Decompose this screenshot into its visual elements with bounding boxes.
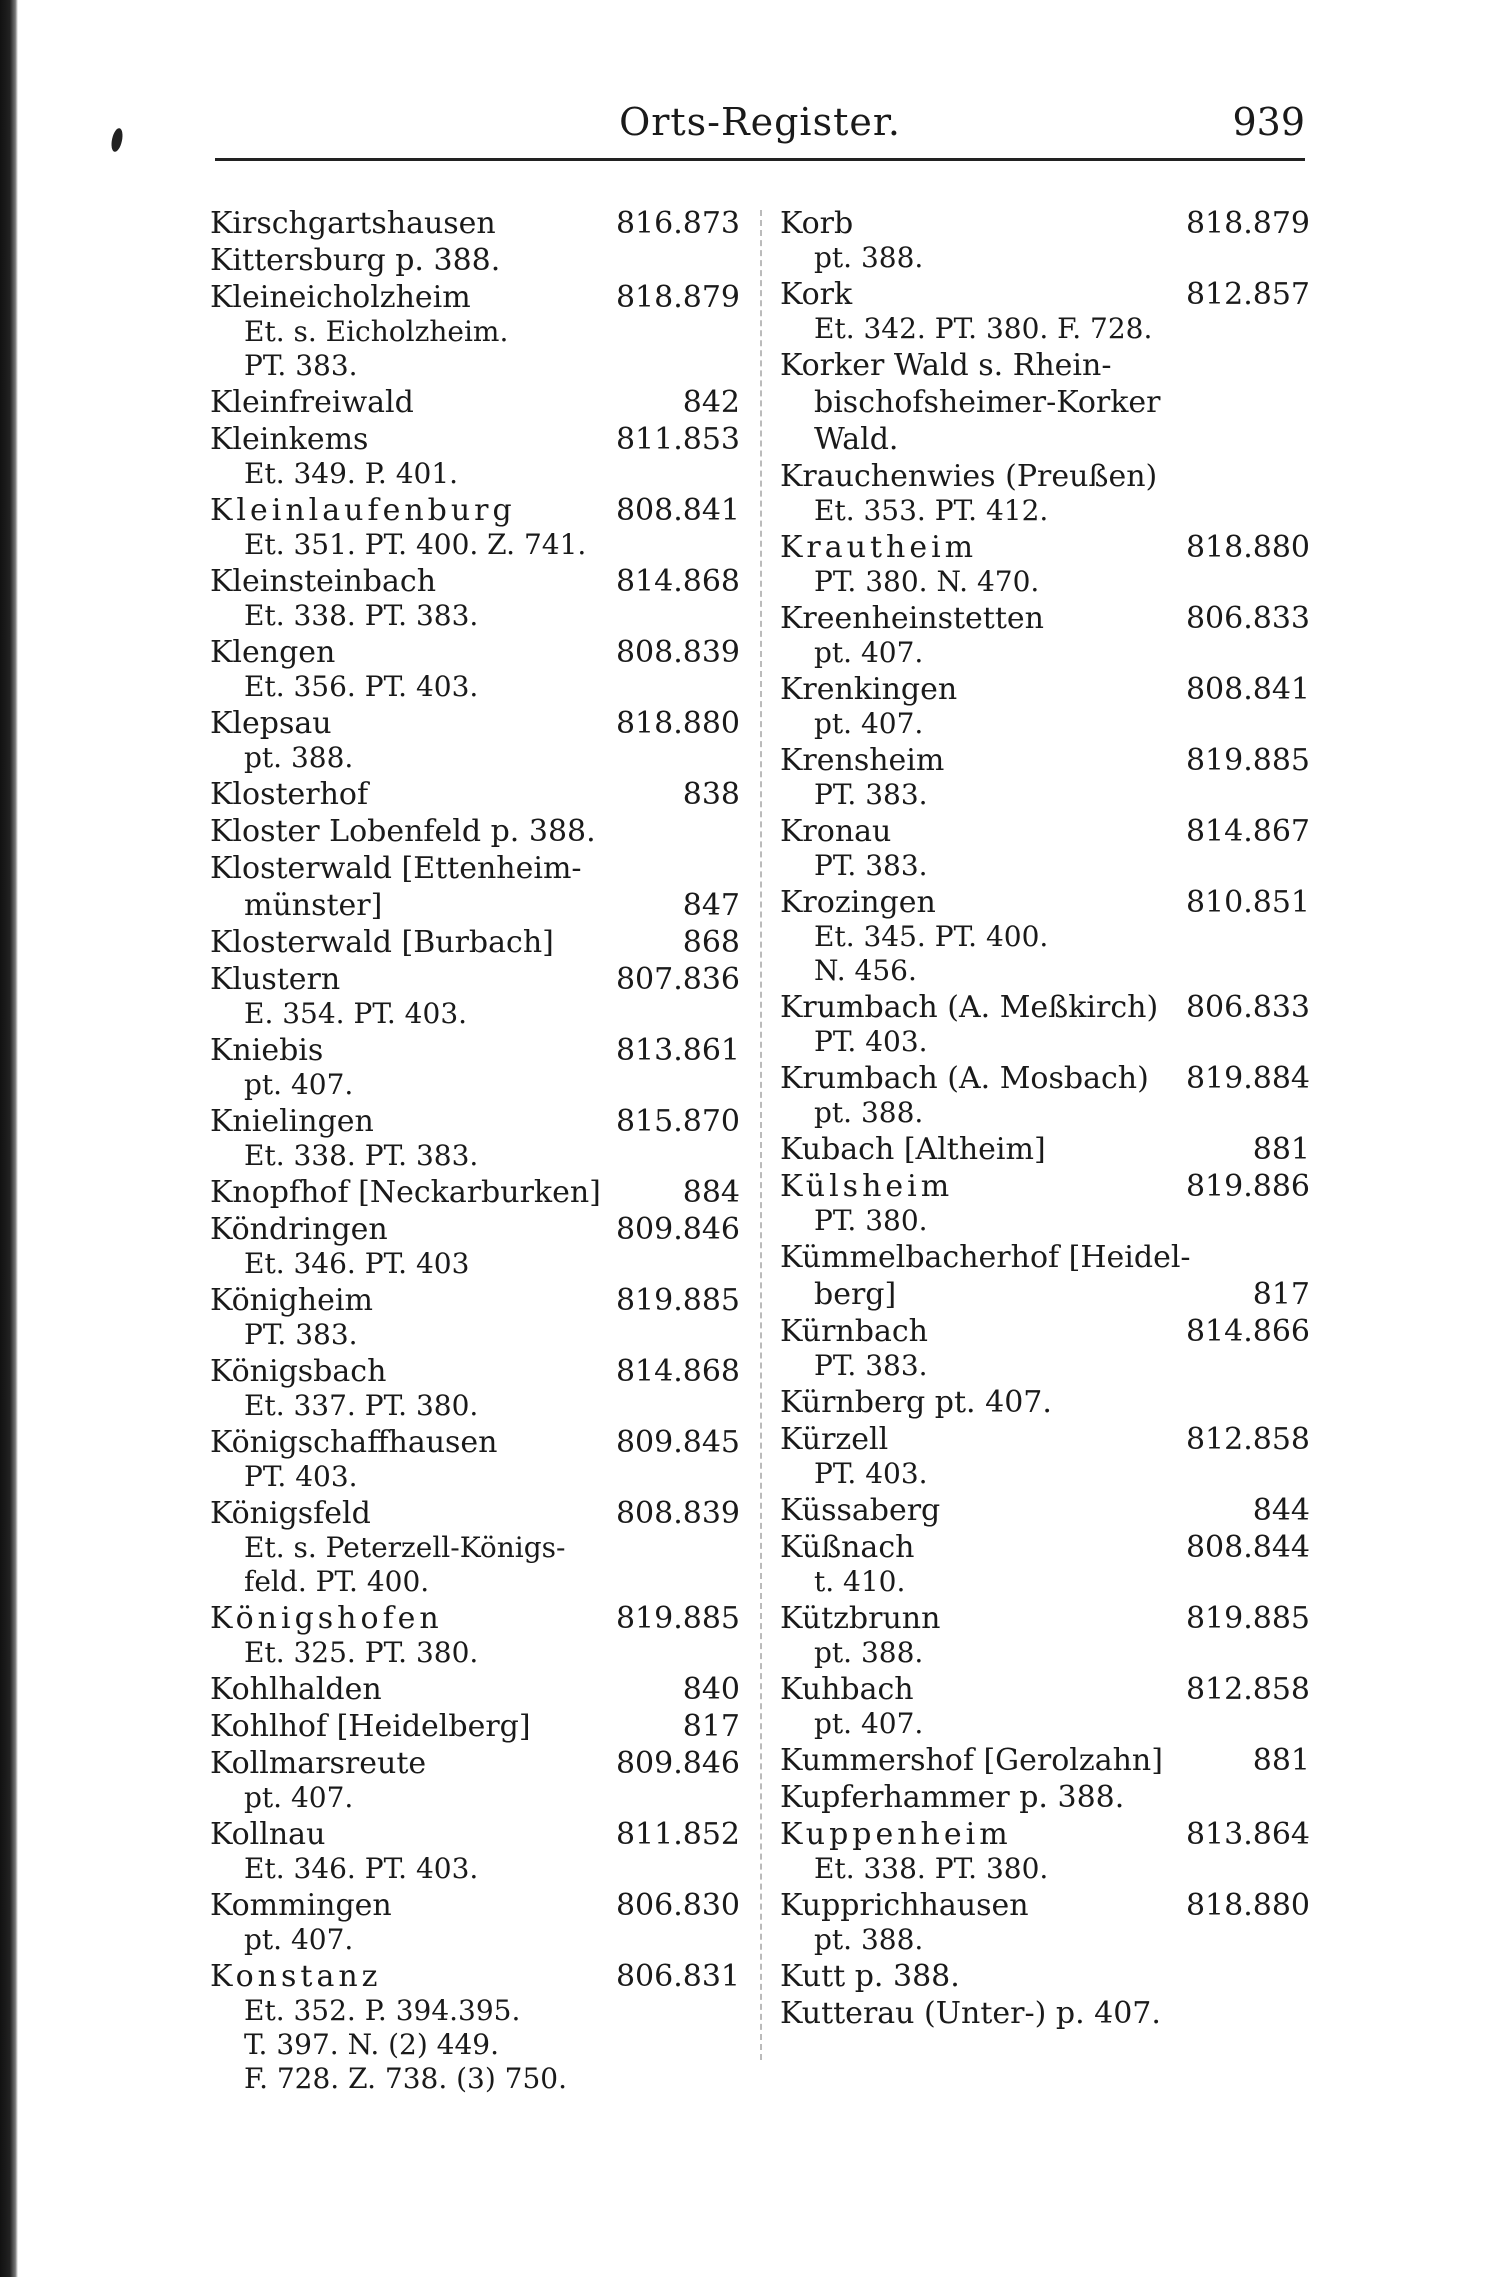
index-entry bbox=[780, 348, 1310, 383]
index-entry bbox=[780, 1169, 1310, 1238]
place-name: münster] bbox=[244, 888, 383, 923]
page-reference: 808.844 bbox=[1185, 1530, 1310, 1565]
entry-head bbox=[210, 888, 740, 923]
entry-detail: pt. 407. bbox=[814, 707, 924, 740]
page-reference: 818.879 bbox=[615, 280, 740, 315]
page-reference: 809.846 bbox=[615, 1212, 740, 1247]
entry-head bbox=[210, 851, 740, 886]
place-name: Külsheim bbox=[780, 1169, 954, 1204]
page-reference: 813.861 bbox=[615, 1033, 740, 1068]
entry-head bbox=[780, 814, 1310, 849]
entry-head bbox=[780, 1959, 1310, 1994]
place-name: Königsbach bbox=[210, 1354, 387, 1389]
page-reference: 811.853 bbox=[615, 422, 740, 457]
entry-detail: Et. 353. PT. 412. bbox=[814, 494, 1049, 527]
index-entry bbox=[210, 1104, 740, 1173]
place-name: Krautheim bbox=[780, 530, 978, 565]
entry-detail: Et. 349. P. 401. bbox=[244, 457, 459, 490]
entry-detail: t. 410. bbox=[814, 1565, 906, 1598]
place-name: Kronau bbox=[780, 814, 892, 849]
entry-head bbox=[210, 814, 740, 849]
place-name: Kützbrunn bbox=[780, 1601, 941, 1636]
place-name: Kirschgartshausen bbox=[210, 206, 496, 241]
place-name: Kohlhof [Heidelberg] bbox=[210, 1709, 531, 1744]
page-reference: 806.830 bbox=[615, 1888, 740, 1923]
entry-detail: Et. 352. P. 394.395. bbox=[244, 1994, 521, 2027]
index-entry bbox=[210, 888, 740, 923]
index-entry bbox=[210, 1033, 740, 1102]
page-reference: 884 bbox=[682, 1175, 740, 1210]
entry-head bbox=[780, 1314, 1310, 1349]
index-entry bbox=[780, 1743, 1310, 1778]
place-name: Kuhbach bbox=[780, 1672, 914, 1707]
index-entry bbox=[780, 1601, 1310, 1670]
entry-head bbox=[210, 1354, 740, 1389]
entry-head bbox=[780, 601, 1310, 636]
page-reference: 819.886 bbox=[1185, 1169, 1310, 1204]
entry-head bbox=[210, 925, 740, 960]
index-entry bbox=[210, 1175, 740, 1210]
entry-detail: Et. 337. PT. 380. bbox=[244, 1389, 479, 1422]
place-name: Klepsau bbox=[210, 706, 332, 741]
place-name: Königsfeld bbox=[210, 1496, 371, 1531]
entry-head bbox=[780, 1169, 1310, 1204]
place-name: Krozingen bbox=[780, 885, 936, 920]
entry-detail: pt. 388. bbox=[814, 241, 924, 274]
entry-head bbox=[210, 385, 740, 420]
page-reference: 818.879 bbox=[1185, 206, 1310, 241]
index-entry bbox=[780, 459, 1310, 528]
index-entry bbox=[210, 564, 740, 633]
entry-head bbox=[210, 1888, 740, 1923]
entry-head bbox=[780, 1530, 1310, 1565]
place-name: Kommingen bbox=[210, 1888, 392, 1923]
index-entry bbox=[780, 1817, 1310, 1886]
index-entry bbox=[780, 1277, 1310, 1312]
index-entry bbox=[210, 280, 740, 383]
page-reference: 808.839 bbox=[615, 635, 740, 670]
entry-detail: PT. 380. bbox=[814, 1204, 928, 1237]
place-name: Knopfhof [Neckarburken] bbox=[210, 1175, 601, 1210]
entry-head bbox=[210, 1672, 740, 1707]
entry-detail: Et. s. Eicholzheim. bbox=[244, 315, 509, 348]
entry-head bbox=[780, 422, 1310, 457]
index-entry bbox=[780, 814, 1310, 883]
index-entry bbox=[780, 990, 1310, 1059]
entry-head bbox=[780, 1672, 1310, 1707]
entry-detail: Et. s. Peterzell-Königs- bbox=[244, 1531, 566, 1564]
entry-detail: pt. 388. bbox=[814, 1923, 924, 1956]
page-reference: 806.831 bbox=[615, 1959, 740, 1994]
page-reference: 814.868 bbox=[615, 564, 740, 599]
place-name: Küssaberg bbox=[780, 1493, 941, 1528]
place-name: Klosterhof bbox=[210, 777, 369, 812]
entry-head bbox=[780, 1277, 1310, 1312]
place-name: Kleinfreiwald bbox=[210, 385, 414, 420]
entry-detail: PT. 383. bbox=[814, 849, 928, 882]
entry-detail: Et. 338. PT. 383. bbox=[244, 599, 479, 632]
place-name: Kummershof [Gerolzahn] bbox=[780, 1743, 1163, 1778]
place-name: Kork bbox=[780, 277, 853, 312]
page-header bbox=[215, 100, 1305, 160]
index-entry bbox=[210, 1283, 740, 1352]
entry-head bbox=[780, 459, 1310, 494]
place-name: Kürzell bbox=[780, 1422, 889, 1457]
page-reference: 840 bbox=[682, 1672, 740, 1707]
place-name: Kreenheinstetten bbox=[780, 601, 1044, 636]
page-reference: 815.870 bbox=[615, 1104, 740, 1139]
index-entry bbox=[780, 1132, 1310, 1167]
entry-detail: F. 728. Z. 738. (3) 750. bbox=[244, 2062, 568, 2095]
entry-head bbox=[210, 1425, 740, 1460]
entry-detail: pt. 407. bbox=[814, 636, 924, 669]
entry-head bbox=[210, 962, 740, 997]
index-entry bbox=[780, 422, 1310, 457]
entry-detail: N. 456. bbox=[814, 954, 917, 987]
entry-detail: Et. 325. PT. 380. bbox=[244, 1636, 479, 1669]
index-entry bbox=[780, 206, 1310, 275]
index-entry bbox=[780, 601, 1310, 670]
entry-head bbox=[780, 1780, 1310, 1815]
entry-head bbox=[210, 422, 740, 457]
entry-detail: PT. 383. bbox=[814, 1349, 928, 1382]
index-entry bbox=[210, 493, 740, 562]
entry-head bbox=[780, 743, 1310, 778]
place-name: Königshofen bbox=[210, 1601, 443, 1636]
entry-detail: Et. 356. PT. 403. bbox=[244, 670, 479, 703]
page-reference: 881 bbox=[1252, 1743, 1310, 1778]
index-entry bbox=[780, 885, 1310, 988]
page-reference: 812.858 bbox=[1185, 1672, 1310, 1707]
entry-detail: PT. 403. bbox=[244, 1460, 358, 1493]
place-name: Krauchenwies (Preußen) bbox=[780, 459, 1158, 494]
place-name: Königschaffhausen bbox=[210, 1425, 498, 1460]
index-entry bbox=[780, 530, 1310, 599]
entry-detail: T. 397. N. (2) 449. bbox=[244, 2028, 500, 2061]
page-reference: 819.884 bbox=[1185, 1061, 1310, 1096]
entry-head bbox=[780, 1817, 1310, 1852]
entry-head bbox=[210, 1033, 740, 1068]
entry-detail: PT. 380. N. 470. bbox=[814, 565, 1040, 598]
index-entry bbox=[210, 706, 740, 775]
entry-head bbox=[780, 206, 1310, 241]
entry-detail: PT. 383. bbox=[244, 349, 358, 382]
page-reference: 819.885 bbox=[615, 1601, 740, 1636]
entry-detail: pt. 388. bbox=[814, 1636, 924, 1669]
page-reference: 819.885 bbox=[1185, 743, 1310, 778]
index-entry bbox=[210, 1746, 740, 1815]
page-reference: 819.885 bbox=[615, 1283, 740, 1318]
entry-detail: E. 354. PT. 403. bbox=[244, 997, 468, 1030]
index-entry bbox=[780, 1780, 1310, 1815]
place-name: Köndringen bbox=[210, 1212, 388, 1247]
entry-head bbox=[780, 1493, 1310, 1528]
place-name: Knielingen bbox=[210, 1104, 374, 1139]
page-binding-edge bbox=[0, 0, 18, 2277]
index-column-right bbox=[780, 206, 1310, 2033]
entry-head bbox=[210, 493, 740, 528]
place-name: Kohlhalden bbox=[210, 1672, 382, 1707]
entry-head bbox=[780, 1996, 1310, 2031]
entry-head bbox=[780, 885, 1310, 920]
entry-detail: feld. PT. 400. bbox=[244, 1565, 430, 1598]
place-name: Kuppenheim bbox=[780, 1817, 1012, 1852]
place-name: Küßnach bbox=[780, 1530, 915, 1565]
index-entry bbox=[780, 1888, 1310, 1957]
place-name: berg] bbox=[814, 1277, 897, 1312]
page-reference: 807.836 bbox=[615, 962, 740, 997]
index-entry bbox=[210, 635, 740, 704]
place-name: Kniebis bbox=[210, 1033, 324, 1068]
entry-detail: PT. 403. bbox=[814, 1457, 928, 1490]
index-entry bbox=[780, 1422, 1310, 1491]
page-reference: 816.873 bbox=[615, 206, 740, 241]
place-name: Kittersburg p. 388. bbox=[210, 243, 501, 278]
place-name: Klengen bbox=[210, 635, 336, 670]
page-reference: 817 bbox=[1252, 1277, 1310, 1312]
place-name: Konstanz bbox=[210, 1959, 382, 1994]
place-name: Kloster Lobenfeld p. 388. bbox=[210, 814, 596, 849]
index-entry bbox=[210, 1425, 740, 1494]
page-title: Orts-Register. bbox=[619, 100, 901, 144]
index-entry bbox=[780, 385, 1310, 420]
place-name: Kümmelbacherhof [Heidel- bbox=[780, 1240, 1191, 1275]
place-name: Klustern bbox=[210, 962, 341, 997]
index-entry bbox=[210, 1959, 740, 2096]
entry-detail: Et. 338. PT. 383. bbox=[244, 1139, 479, 1172]
page-reference: 811.852 bbox=[615, 1817, 740, 1852]
entry-head bbox=[210, 1212, 740, 1247]
entry-head bbox=[210, 1709, 740, 1744]
entry-detail: PT. 383. bbox=[244, 1318, 358, 1351]
place-name: Kleinkems bbox=[210, 422, 369, 457]
entry-detail: PT. 403. bbox=[814, 1025, 928, 1058]
index-entry bbox=[780, 1385, 1310, 1420]
index-entry bbox=[780, 1061, 1310, 1130]
ink-mark bbox=[110, 127, 125, 153]
index-entry bbox=[210, 925, 740, 960]
place-name: Kürnberg pt. 407. bbox=[780, 1385, 1052, 1420]
page-reference: 814.868 bbox=[615, 1354, 740, 1389]
page-reference: 809.846 bbox=[615, 1746, 740, 1781]
page-reference: 818.880 bbox=[1185, 1888, 1310, 1923]
index-entry bbox=[210, 1601, 740, 1670]
entry-head bbox=[210, 564, 740, 599]
place-name: Wald. bbox=[814, 422, 899, 457]
index-entry bbox=[210, 814, 740, 849]
entry-head bbox=[210, 243, 740, 278]
index-entry bbox=[210, 243, 740, 278]
index-entry bbox=[780, 743, 1310, 812]
entry-head bbox=[210, 1601, 740, 1636]
index-entry bbox=[210, 1709, 740, 1744]
entry-detail: Et. 345. PT. 400. bbox=[814, 920, 1049, 953]
index-entry bbox=[210, 1496, 740, 1599]
place-name: Kleineicholzheim bbox=[210, 280, 471, 315]
page-reference: 838 bbox=[682, 777, 740, 812]
page-number: 939 bbox=[1232, 100, 1305, 144]
entry-head bbox=[780, 1601, 1310, 1636]
entry-detail: pt. 388. bbox=[244, 741, 354, 774]
page-reference: 881 bbox=[1252, 1132, 1310, 1167]
entry-head bbox=[210, 1496, 740, 1531]
entry-head bbox=[780, 348, 1310, 383]
index-entry bbox=[780, 1672, 1310, 1741]
index-entry bbox=[780, 277, 1310, 346]
page-reference: 813.864 bbox=[1185, 1817, 1310, 1852]
entry-head bbox=[780, 672, 1310, 707]
entry-detail: PT. 383. bbox=[814, 778, 928, 811]
page-reference: 810.851 bbox=[1185, 885, 1310, 920]
place-name: Krensheim bbox=[780, 743, 945, 778]
place-name: Krumbach (A. Mosbach) bbox=[780, 1061, 1149, 1096]
entry-detail: pt. 407. bbox=[814, 1707, 924, 1740]
header-rule bbox=[215, 158, 1305, 161]
index-entry bbox=[210, 1672, 740, 1707]
page-reference: 808.839 bbox=[615, 1496, 740, 1531]
page-reference: 868 bbox=[682, 925, 740, 960]
entry-detail: Et. 338. PT. 380. bbox=[814, 1852, 1049, 1885]
entry-head bbox=[780, 1422, 1310, 1457]
page-reference: 844 bbox=[1252, 1493, 1310, 1528]
column-divider bbox=[760, 210, 762, 2060]
index-entry bbox=[210, 1212, 740, 1281]
page-reference: 808.841 bbox=[615, 493, 740, 528]
page-reference: 818.880 bbox=[1185, 530, 1310, 565]
entry-detail: Et. 346. PT. 403. bbox=[244, 1852, 479, 1885]
page-reference: 809.845 bbox=[615, 1425, 740, 1460]
place-name: Königheim bbox=[210, 1283, 373, 1318]
entry-detail: pt. 407. bbox=[244, 1068, 354, 1101]
place-name: Kollnau bbox=[210, 1817, 326, 1852]
entry-detail: pt. 407. bbox=[244, 1923, 354, 1956]
place-name: Kubach [Altheim] bbox=[780, 1132, 1046, 1167]
place-name: Korker Wald s. Rhein- bbox=[780, 348, 1112, 383]
place-name: Kollmarsreute bbox=[210, 1746, 427, 1781]
place-name: Kürnbach bbox=[780, 1314, 928, 1349]
index-entry bbox=[780, 1959, 1310, 1994]
entry-head bbox=[780, 1888, 1310, 1923]
index-entry bbox=[780, 1240, 1310, 1275]
page-reference: 814.866 bbox=[1185, 1314, 1310, 1349]
place-name: Kupprichhausen bbox=[780, 1888, 1029, 1923]
entry-head bbox=[210, 635, 740, 670]
page-reference: 806.833 bbox=[1185, 990, 1310, 1025]
index-entry bbox=[210, 385, 740, 420]
entry-head bbox=[780, 1240, 1310, 1275]
index-entry bbox=[210, 1888, 740, 1957]
index-entry bbox=[210, 851, 740, 886]
entry-head bbox=[210, 280, 740, 315]
page-reference: 812.858 bbox=[1185, 1422, 1310, 1457]
entry-head bbox=[210, 1283, 740, 1318]
entry-head bbox=[780, 1061, 1310, 1096]
entry-head bbox=[780, 1385, 1310, 1420]
place-name: Kupferhammer p. 388. bbox=[780, 1780, 1125, 1815]
place-name: Klosterwald [Ettenheim- bbox=[210, 851, 582, 886]
page-reference: 808.841 bbox=[1185, 672, 1310, 707]
entry-detail: pt. 388. bbox=[814, 1096, 924, 1129]
entry-head bbox=[210, 1104, 740, 1139]
entry-head bbox=[210, 206, 740, 241]
entry-detail: pt. 407. bbox=[244, 1781, 354, 1814]
place-name: Krenkingen bbox=[780, 672, 958, 707]
place-name: Klosterwald [Burbach] bbox=[210, 925, 554, 960]
index-entry bbox=[210, 1817, 740, 1886]
place-name: Krumbach (A. Meßkirch) bbox=[780, 990, 1159, 1025]
index-entry bbox=[210, 422, 740, 491]
place-name: bischofsheimer-Korker bbox=[814, 385, 1161, 420]
entry-detail: Et. 342. PT. 380. F. 728. bbox=[814, 312, 1153, 345]
index-entry bbox=[780, 1493, 1310, 1528]
entry-head bbox=[210, 1746, 740, 1781]
entry-head bbox=[210, 706, 740, 741]
place-name: Kleinlaufenburg bbox=[210, 493, 516, 528]
index-entry bbox=[210, 777, 740, 812]
page-reference: 817 bbox=[682, 1709, 740, 1744]
entry-head bbox=[780, 1743, 1310, 1778]
place-name: Kutterau (Unter-) p. 407. bbox=[780, 1996, 1161, 2031]
page-reference: 818.880 bbox=[615, 706, 740, 741]
index-column-left bbox=[210, 206, 740, 2098]
entry-head bbox=[780, 530, 1310, 565]
entry-head bbox=[780, 1132, 1310, 1167]
entry-head bbox=[210, 1175, 740, 1210]
place-name: Kutt p. 388. bbox=[780, 1959, 960, 1994]
entry-head bbox=[210, 1817, 740, 1852]
page-reference: 819.885 bbox=[1185, 1601, 1310, 1636]
index-entry bbox=[780, 1530, 1310, 1599]
page-reference: 847 bbox=[682, 888, 740, 923]
index-entry bbox=[210, 206, 740, 241]
index-entry bbox=[210, 1354, 740, 1423]
entry-head bbox=[210, 777, 740, 812]
index-entry bbox=[780, 1314, 1310, 1383]
page-reference: 806.833 bbox=[1185, 601, 1310, 636]
entry-head bbox=[210, 1959, 740, 1994]
entry-detail: Et. 351. PT. 400. Z. 741. bbox=[244, 528, 587, 561]
page-reference: 842 bbox=[682, 385, 740, 420]
page-reference: 812.857 bbox=[1185, 277, 1310, 312]
index-entry bbox=[210, 962, 740, 1031]
entry-head bbox=[780, 990, 1310, 1025]
entry-head bbox=[780, 385, 1310, 420]
place-name: Korb bbox=[780, 206, 854, 241]
entry-head bbox=[780, 277, 1310, 312]
index-entry bbox=[780, 1996, 1310, 2031]
page-reference: 814.867 bbox=[1185, 814, 1310, 849]
index-entry bbox=[780, 672, 1310, 741]
place-name: Kleinsteinbach bbox=[210, 564, 437, 599]
entry-detail: Et. 346. PT. 403 bbox=[244, 1247, 470, 1280]
